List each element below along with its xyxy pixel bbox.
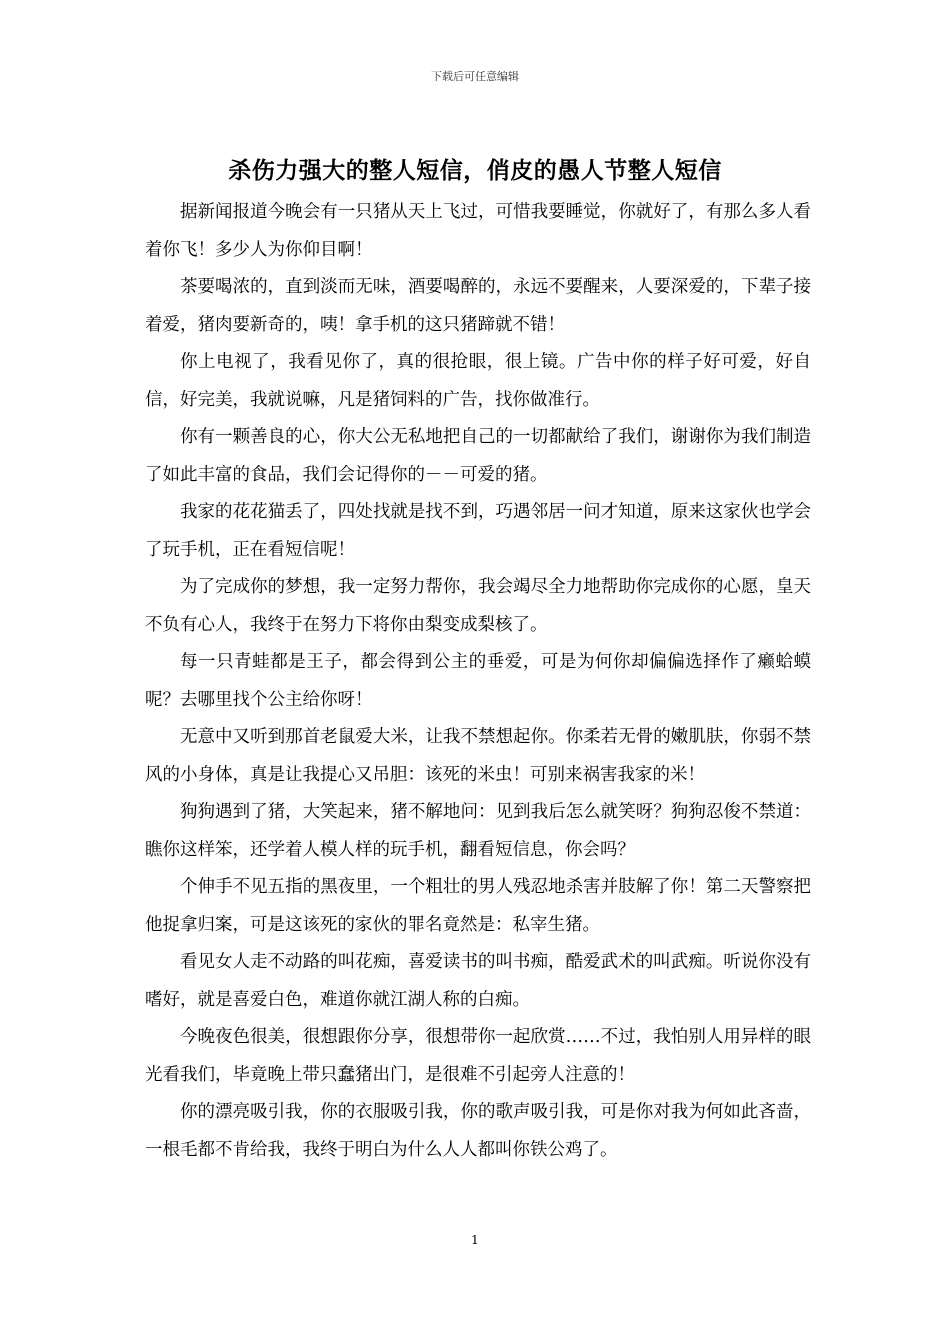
page-header-note: 下载后可任意编辑	[431, 70, 519, 83]
paragraph: 每一只青蛙都是王子，都会得到公主的垂爱，可是为何你却偏偏选择作了癞蛤蟆呢？去哪里找个公主给你呀！	[145, 652, 811, 710]
paragraph: 茶要喝浓的，直到淡而无味，酒要喝醉的，永远不要醒来，人要深爱的，下辈子接着爱，猪肉要新奇的，咦！拿手机的这只猪蹄就不错！	[145, 277, 811, 335]
paragraph: 你有一颗善良的心，你大公无私地把自己的一切都献给了我们，谢谢你为我们制造了如此丰富的食品，我们会记得你的－－可爱的猪。	[145, 427, 811, 485]
document-body	[145, 194, 811, 1169]
paragraph: 据新闻报道今晚会有一只猪从天上飞过，可惜我要睡觉，你就好了，有那么多人看着你飞！多少人为你仰目啊！	[145, 202, 811, 260]
paragraph: 你上电视了，我看见你了，真的很抢眼，很上镜。广告中你的样子好可爱，好自信，好完美，我就说嘛，凡是猪饲料的广告，找你做准行。	[145, 352, 811, 410]
paragraph: 我家的花花猫丢了，四处找就是找不到，巧遇邻居一问才知道，原来这家伙也学会了玩手机，正在看短信呢！	[145, 502, 811, 560]
paragraph: 今晚夜色很美，很想跟你分享，很想带你一起欣赏……不过，我怕别人用异样的眼光看我们，毕竟晚上带只蠢猪出门，是很难不引起旁人注意的！	[145, 1027, 811, 1085]
document-title: 杀伤力强大的整人短信，俏皮的愚人节整人短信	[228, 157, 722, 184]
paragraph: 你的漂亮吸引我，你的衣服吸引我，你的歌声吸引我，可是你对我为何如此吝啬，一根毛都不肯给我，我终于明白为什么人人都叫你铁公鸡了。	[145, 1102, 811, 1160]
paragraph: 为了完成你的梦想，我一定努力帮你，我会竭尽全力地帮助你完成你的心愿，皇天不负有心人，我终于在努力下将你由梨变成梨核了。	[145, 577, 811, 635]
paragraph: 无意中又听到那首老鼠爱大米，让我不禁想起你。你柔若无骨的嫩肌肤，你弱不禁风的小身体，真是让我提心又吊胆：该死的米虫！可别来祸害我家的米！	[145, 727, 811, 785]
paragraph: 狗狗遇到了猪，大笑起来，猪不解地问：见到我后怎么就笑呀？狗狗忍俊不禁道：瞧你这样笨，还学着人模人样的玩手机，翻看短信息，你会吗？	[145, 802, 811, 860]
paragraph: 个伸手不见五指的黑夜里，一个粗壮的男人残忍地杀害并肢解了你！第二天警察把他捉拿归案，可是这该死的家伙的罪名竟然是：私宰生猪。	[145, 877, 811, 935]
paragraph: 看见女人走不动路的叫花痴，喜爱读书的叫书痴，酷爱武术的叫武痴。听说你没有嗜好，就是喜爱白色，难道你就江湖人称的白痴。	[145, 952, 811, 1010]
page-number: 1	[471, 1233, 479, 1247]
